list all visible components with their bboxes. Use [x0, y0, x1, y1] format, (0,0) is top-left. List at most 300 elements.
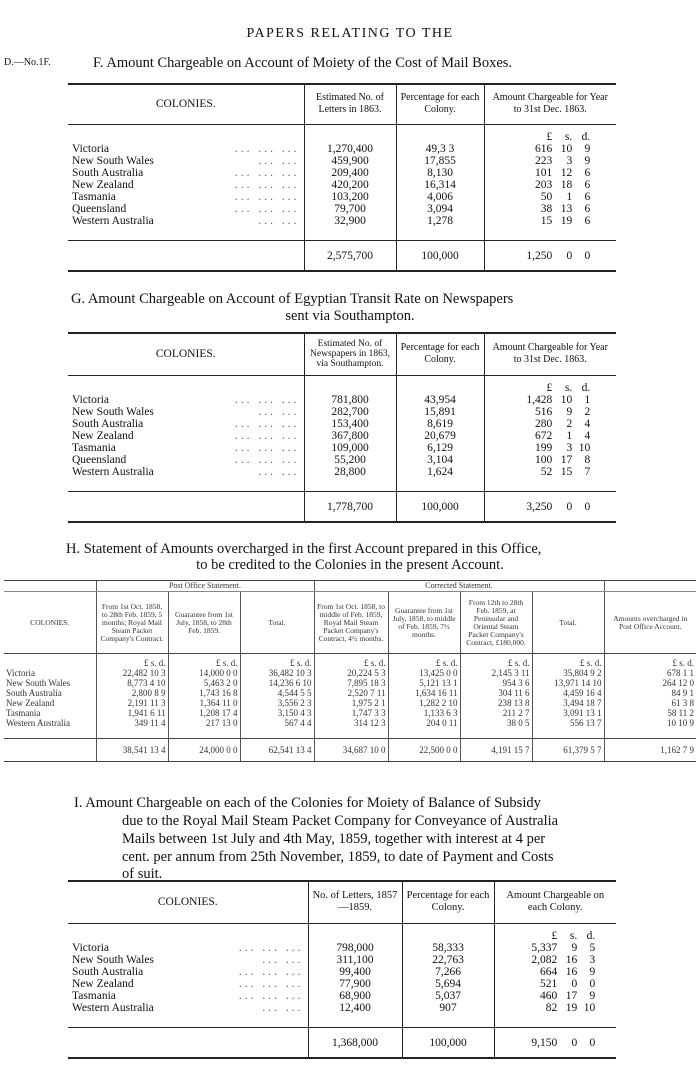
percentage-cell: 7,266 — [402, 966, 494, 978]
col-amount: Amount Chargeable on each Colony. — [494, 881, 616, 923]
amount-pounds: 460 — [540, 989, 558, 1002]
table-row — [68, 203, 616, 215]
amount-pounds: 672 — [535, 429, 553, 442]
amount-pounds: 1,250 — [526, 250, 553, 262]
amount-cell: 2,191 11 3 — [96, 698, 168, 708]
percentage-cell: 907 — [402, 1002, 494, 1014]
amount-cell: 2,800 8 9 — [96, 688, 168, 698]
amount-cell: 2,145 3 11 — [460, 668, 532, 678]
col-colonies: COLONIES. — [68, 333, 304, 375]
amount-pence: 9 — [584, 154, 591, 167]
value-cell: 459,900 — [304, 155, 396, 167]
amount-pounds: 280 — [535, 417, 553, 430]
table-row — [68, 442, 616, 454]
colony-name: South Australia — [72, 965, 144, 978]
amount-shillings: 19 — [565, 1001, 578, 1014]
total-percentage: 100,000 — [402, 1028, 494, 1059]
amount-shillings: 10 — [560, 393, 573, 406]
amount-pounds: 38 — [540, 202, 553, 215]
table-row — [68, 990, 616, 1002]
amount-shillings: 16 — [565, 953, 578, 966]
amount-pence: 3 — [589, 953, 596, 966]
total-value: 1,778,700 — [304, 492, 396, 523]
amount-shillings: 0 — [566, 250, 573, 262]
amount-value — [515, 954, 595, 966]
table-row — [68, 966, 616, 978]
amount-shillings: 12 — [560, 166, 573, 179]
amount-cell: 84 9 1 — [604, 688, 696, 698]
leader-dots: ... ... ... — [238, 977, 304, 990]
amount-pence: 9 — [589, 989, 596, 1002]
table-row — [68, 418, 616, 430]
leader-dots: ... ... ... — [234, 190, 300, 203]
amount-cell: 5,463 2 0 — [168, 678, 240, 688]
table-row — [68, 978, 616, 990]
unit-row — [68, 923, 616, 942]
amount-cell: 1,743 16 8 — [168, 688, 240, 698]
amount-pounds: 82 — [545, 1001, 558, 1014]
value-cell: 12,400 — [308, 1002, 402, 1014]
total-percentage: 100,000 — [396, 241, 484, 272]
leader-dots: ... ... ... — [234, 393, 300, 406]
col-colonies: COLONIES. — [4, 592, 96, 654]
amount-cell: 349 11 4 — [96, 718, 168, 728]
table-row — [68, 143, 616, 155]
leader-dots: ... ... — [258, 465, 300, 478]
percentage-cell: 3,104 — [396, 454, 484, 466]
leader-dots: ... ... ... — [234, 429, 300, 442]
section-i-heading-line3: Mails between 1st July and 4th May, 1859, together with interest at 4 per — [122, 831, 546, 847]
amount-cell: 1,975 2 1 — [314, 698, 388, 708]
value-cell: 55,200 — [304, 454, 396, 466]
amount-value — [510, 430, 590, 442]
amount-value — [510, 167, 590, 179]
amount-pounds: 5,337 — [531, 941, 558, 954]
colony-name: New Zealand — [72, 178, 134, 191]
amount-pounds: 199 — [535, 441, 553, 454]
amount-cell: 2,520 7 11 — [314, 688, 388, 698]
colony-name: Western Australia — [6, 718, 71, 728]
amount-value — [510, 143, 590, 155]
col-po-total: Total. — [240, 592, 314, 654]
amount-value — [510, 454, 590, 466]
unit-label: £ s. d. — [96, 654, 168, 669]
col-estimate: Estimated No. of Letters in 1863. — [304, 84, 396, 124]
amount-cell: 20,224 5 3 — [314, 668, 388, 678]
total-cell: 4,191 15 7 — [460, 738, 532, 761]
amount-pence: 0 — [589, 1037, 596, 1049]
table-row — [68, 454, 616, 466]
table-row — [68, 466, 616, 478]
amount-pounds: £ — [546, 381, 553, 394]
amount-cell: 10 10 9 — [604, 718, 696, 728]
amount-shillings: 2 — [566, 417, 573, 430]
section-i-table — [68, 880, 616, 1059]
col-estimate: Estimated No. of Newspapers in 1863, via Southampton. — [304, 333, 396, 375]
amount-pence: 0 — [584, 501, 591, 513]
table-row — [68, 215, 616, 227]
amount-pence: d. — [586, 929, 596, 942]
total-cell: 24,000 0 0 — [168, 738, 240, 761]
amount-value — [515, 942, 595, 954]
unit-label: £ s. d. — [604, 654, 696, 669]
amount-value — [510, 179, 590, 191]
amount-pounds: 616 — [535, 142, 553, 155]
amount-shillings: 3 — [566, 441, 573, 454]
col-corrected-total: Total. — [532, 592, 604, 654]
colony-name: Tasmania — [72, 989, 116, 1002]
value-cell: 99,400 — [308, 966, 402, 978]
amount-shillings: s. — [564, 381, 573, 394]
col-amount: Amount Chargeable for Year to 31st Dec. 1863. — [484, 333, 616, 375]
table-row — [68, 942, 616, 954]
table-row — [68, 191, 616, 203]
amount-pence: 10 — [583, 1001, 596, 1014]
amount-cell: 211 2 7 — [460, 708, 532, 718]
amount-pounds: 223 — [535, 154, 553, 167]
value-cell: 367,800 — [304, 430, 396, 442]
leader-dots: ... ... — [258, 405, 300, 418]
document-reference: D.—No.1F. — [4, 57, 51, 68]
colony-name: South Australia — [72, 166, 144, 179]
colony-name: New South Wales — [72, 154, 154, 167]
amount-shillings: s. — [569, 929, 578, 942]
total-cell: 38,541 13 4 — [96, 738, 168, 761]
table-row — [68, 1002, 616, 1014]
colony-name: Tasmania — [72, 190, 116, 203]
amount-value — [510, 131, 590, 143]
percentage-cell: 4,006 — [396, 191, 484, 203]
amount-value — [510, 406, 590, 418]
amount-pounds: 100 — [535, 453, 553, 466]
col-percentage: Percentage for each Colony. — [396, 84, 484, 124]
amount-shillings: 3 — [566, 154, 573, 167]
leader-dots: ... ... ... — [234, 417, 300, 430]
amount-cell: 217 13 0 — [168, 718, 240, 728]
colony-name: South Australia — [6, 688, 62, 698]
amount-pence: 9 — [589, 965, 596, 978]
section-h-heading-line2: to be credited to the Colonies in the present Account. — [196, 557, 504, 573]
amount-value — [515, 978, 595, 990]
amount-pence: 8 — [584, 453, 591, 466]
total-cell: 22,500 0 0 — [388, 738, 460, 761]
value-cell: 77,900 — [308, 978, 402, 990]
amount-cell: 4,544 5 5 — [240, 688, 314, 698]
group-corrected: Corrected Statement. — [314, 581, 604, 592]
amount-cell: 314 12 3 — [314, 718, 388, 728]
colony-name: Queensland — [72, 453, 127, 466]
amount-shillings: 0 — [571, 977, 578, 990]
value-cell: 79,700 — [304, 203, 396, 215]
amount-pounds: 9,150 — [531, 1037, 558, 1049]
amount-value — [510, 382, 590, 394]
percentage-cell: 8,619 — [396, 418, 484, 430]
unit-row — [68, 124, 616, 143]
unit-label: £ s. d. — [460, 654, 532, 669]
leader-dots: ... ... ... — [238, 965, 304, 978]
amount-pence: 0 — [589, 977, 596, 990]
amount-pounds: 664 — [540, 965, 558, 978]
amount-cell: 35,804 9 2 — [532, 668, 604, 678]
amount-cell: 3,150 4 3 — [240, 708, 314, 718]
table-row — [4, 688, 696, 698]
col-percentage: Percentage for each Colony. — [402, 881, 494, 923]
amount-cell: 4,459 16 4 — [532, 688, 604, 698]
percentage-cell: 43,954 — [396, 394, 484, 406]
section-g-heading-line2: sent via Southampton. — [285, 308, 415, 324]
table-row — [68, 430, 616, 442]
amount-cell: 3,494 18 7 — [532, 698, 604, 708]
amount-cell: 1,941 6 11 — [96, 708, 168, 718]
amount-cell: 1,208 17 4 — [168, 708, 240, 718]
section-f-table — [68, 83, 616, 272]
amount-shillings: 0 — [566, 501, 573, 513]
amount-value — [510, 155, 590, 167]
amount-shillings: 10 — [560, 142, 573, 155]
amount-shillings: 13 — [560, 202, 573, 215]
amount-shillings: 9 — [566, 405, 573, 418]
total-row — [68, 492, 616, 523]
total-cell: 62,541 13 4 — [240, 738, 314, 761]
amount-pence: 6 — [584, 190, 591, 203]
amount-shillings: 0 — [571, 1037, 578, 1049]
amount-pounds: 2,082 — [531, 953, 558, 966]
amount-pounds: 521 — [540, 977, 558, 990]
amount-value — [510, 418, 590, 430]
amount-cell: 14,236 6 10 — [240, 678, 314, 688]
amount-cell: 22,482 10 3 — [96, 668, 168, 678]
amount-value — [510, 203, 590, 215]
colony-name: New South Wales — [72, 953, 154, 966]
total-cell: 1,162 7 9 — [604, 738, 696, 761]
amount-cell: 264 12 0 — [604, 678, 696, 688]
unit-label: £ s. d. — [314, 654, 388, 669]
amount-pence: 2 — [584, 405, 591, 418]
leader-dots: ... ... ... — [238, 941, 304, 954]
group-post-office: Post Office Statement. — [96, 581, 314, 592]
amount-pence: 7 — [584, 465, 591, 478]
col-corrected-contract: From 1st Oct. 1858, to middle of Feb. 1859, Royal Mail Steam Packet Company's Contract, 4½ months. — [314, 592, 388, 654]
amount-cell: 1,747 3 3 — [314, 708, 388, 718]
total-value: 2,575,700 — [304, 241, 396, 272]
leader-dots: ... ... ... — [234, 166, 300, 179]
total-value: 1,368,000 — [308, 1028, 402, 1059]
amount-pence: d. — [581, 130, 591, 143]
percentage-cell: 20,679 — [396, 430, 484, 442]
total-row — [68, 1028, 616, 1059]
table-row — [4, 718, 696, 728]
percentage-cell: 3,094 — [396, 203, 484, 215]
amount-pence: 6 — [584, 178, 591, 191]
amount-cell: 61 3 8 — [604, 698, 696, 708]
col-colonies: COLONIES. — [68, 881, 308, 923]
unit-label: £ s. d. — [240, 654, 314, 669]
amount-value — [515, 930, 595, 942]
colony-name: Western Australia — [72, 1001, 154, 1014]
col-colonies: COLONIES. — [68, 84, 304, 124]
col-corrected-peninsular: From 12th to 28th Feb. 1859, at Peninsular and Oriental Steam Packet Company's Contract, £180,000. — [460, 592, 532, 654]
colony-name: Victoria — [72, 142, 109, 155]
value-cell: 103,200 — [304, 191, 396, 203]
total-row — [4, 738, 696, 761]
section-h-heading: H. Statement of Amounts overcharged in the first Account prepared in this Office, — [66, 541, 542, 557]
percentage-cell: 6,129 — [396, 442, 484, 454]
amount-pence: 6 — [584, 202, 591, 215]
amount-value — [515, 990, 595, 1002]
amount-cell: 3,091 13 1 — [532, 708, 604, 718]
table-row — [68, 167, 616, 179]
table-row — [4, 698, 696, 708]
unit-row — [68, 375, 616, 394]
amount-shillings: 19 — [560, 214, 573, 227]
percentage-cell: 49,3 3 — [396, 143, 484, 155]
amount-cell: 14,000 0 0 — [168, 668, 240, 678]
amount-shillings: 16 — [565, 965, 578, 978]
amount-value — [510, 394, 590, 406]
amount-cell: 13,425 0 0 — [388, 668, 460, 678]
amount-cell: 204 0 11 — [388, 718, 460, 728]
amount-shillings: s. — [564, 130, 573, 143]
amount-cell: 36,482 10 3 — [240, 668, 314, 678]
section-i-heading-line2: due to the Royal Mail Steam Packet Company for Conveyance of Australia — [122, 813, 559, 829]
section-i-heading-line4: cent. per annum from 25th November, 1859, to date of Payment and Costs — [122, 849, 554, 865]
col-po-contract: From 1st Oct. 1858, to 28th Feb. 1859, 5 months; Royal Mail Steam Packet Company's Contract. — [96, 592, 168, 654]
total-row — [68, 241, 616, 272]
colony-name: New Zealand — [6, 698, 55, 708]
amount-cell: 304 11 6 — [460, 688, 532, 698]
unit-label: £ s. d. — [388, 654, 460, 669]
amount-cell: 7,895 18 3 — [314, 678, 388, 688]
amount-value — [515, 1002, 595, 1014]
section-i-heading: I. Amount Chargeable on each of the Colonies for Moiety of Balance of Subsidy — [74, 795, 541, 811]
unit-row — [4, 654, 696, 669]
col-letters: No. of Letters, 1857—1859. — [308, 881, 402, 923]
amount-pounds: 15 — [540, 214, 553, 227]
amount-pence: 6 — [584, 166, 591, 179]
colony-name: Victoria — [6, 668, 35, 678]
colony-name: Victoria — [72, 941, 109, 954]
value-cell: 68,900 — [308, 990, 402, 1002]
colony-name: New Zealand — [72, 977, 134, 990]
amount-cell: 678 1 1 — [604, 668, 696, 678]
unit-label: £ s. d. — [168, 654, 240, 669]
amount-value — [515, 966, 595, 978]
amount-cell: 1,282 2 10 — [388, 698, 460, 708]
leader-dots: ... ... ... — [234, 441, 300, 454]
leader-dots: ... ... ... — [234, 453, 300, 466]
amount-pounds: 1,428 — [526, 393, 553, 406]
percentage-cell: 1,624 — [396, 466, 484, 478]
amount-pence: 6 — [584, 214, 591, 227]
amount-pence: d. — [581, 381, 591, 394]
leader-dots: ... ... ... — [234, 178, 300, 191]
amount-pence: 0 — [584, 250, 591, 262]
amount-cell: 8,773 4 10 — [96, 678, 168, 688]
colony-name: Western Australia — [72, 465, 154, 478]
amount-pounds: £ — [546, 130, 553, 143]
section-f-heading: F. Amount Chargeable on Account of Moiety of the Cost of Mail Boxes. — [93, 55, 513, 71]
value-cell: 420,200 — [304, 179, 396, 191]
percentage-cell: 17,855 — [396, 155, 484, 167]
amount-pence: 4 — [584, 429, 591, 442]
value-cell: 28,800 — [304, 466, 396, 478]
leader-dots: ... ... — [262, 953, 304, 966]
section-i-heading-line5: of suit. — [122, 866, 163, 882]
amount-pounds: 516 — [535, 405, 553, 418]
amount-cell: 1,634 16 11 — [388, 688, 460, 698]
amount-value — [510, 501, 590, 513]
colony-name: Western Australia — [72, 214, 154, 227]
amount-value — [510, 466, 590, 478]
colony-name: New Zealand — [72, 429, 134, 442]
value-cell: 153,400 — [304, 418, 396, 430]
colony-name: Tasmania — [72, 441, 116, 454]
page-title: PAPERS RELATING TO THE — [246, 26, 454, 41]
value-cell: 209,400 — [304, 167, 396, 179]
leader-dots: ... ... ... — [238, 989, 304, 1002]
leader-dots: ... ... — [258, 154, 300, 167]
amount-cell: 954 3 6 — [460, 678, 532, 688]
amount-cell: 58 11 2 — [604, 708, 696, 718]
amount-cell: 556 13 7 — [532, 718, 604, 728]
total-percentage: 100,000 — [396, 492, 484, 523]
amount-pounds: 101 — [535, 166, 553, 179]
colony-name: New South Wales — [72, 405, 154, 418]
value-cell: 282,700 — [304, 406, 396, 418]
amount-cell: 1,364 11 0 — [168, 698, 240, 708]
amount-value — [510, 250, 590, 262]
table-row — [68, 155, 616, 167]
table-row — [4, 708, 696, 718]
colony-name: South Australia — [72, 417, 144, 430]
table-row — [4, 668, 696, 678]
amount-cell: 238 13 8 — [460, 698, 532, 708]
amount-value — [510, 442, 590, 454]
section-h-table — [4, 580, 696, 762]
value-cell: 781,800 — [304, 394, 396, 406]
amount-cell: 13,971 14 10 — [532, 678, 604, 688]
amount-shillings: 18 — [560, 178, 573, 191]
colony-name: New South Wales — [6, 678, 71, 688]
amount-value — [510, 191, 590, 203]
percentage-cell: 8,130 — [396, 167, 484, 179]
amount-pence: 1 — [584, 393, 591, 406]
amount-pounds: £ — [551, 929, 558, 942]
colony-name: Tasmania — [6, 708, 41, 718]
amount-cell: 567 4 4 — [240, 718, 314, 728]
amount-pounds: 50 — [540, 190, 553, 203]
amount-pounds: 3,250 — [526, 501, 553, 513]
amount-shillings: 9 — [571, 941, 578, 954]
table-row — [68, 179, 616, 191]
table-row — [68, 954, 616, 966]
amount-pounds: 52 — [540, 465, 553, 478]
amount-cell: 5,121 13 1 — [388, 678, 460, 688]
total-cell: 34,687 10 0 — [314, 738, 388, 761]
percentage-cell: 22,763 — [402, 954, 494, 966]
leader-dots: ... ... ... — [234, 142, 300, 155]
amount-value — [515, 1037, 595, 1049]
col-overcharged: Amounts overcharged in Post Office Account. — [604, 592, 696, 654]
amount-shillings: 1 — [566, 190, 573, 203]
percentage-cell: 1,278 — [396, 215, 484, 227]
amount-cell: 1,133 6 3 — [388, 708, 460, 718]
colony-name: Queensland — [72, 202, 127, 215]
colony-name: Victoria — [72, 393, 109, 406]
col-amount: Amount Chargeable for Year to 31st Dec. 1863. — [484, 84, 616, 124]
percentage-cell: 16,314 — [396, 179, 484, 191]
amount-pence: 9 — [584, 142, 591, 155]
